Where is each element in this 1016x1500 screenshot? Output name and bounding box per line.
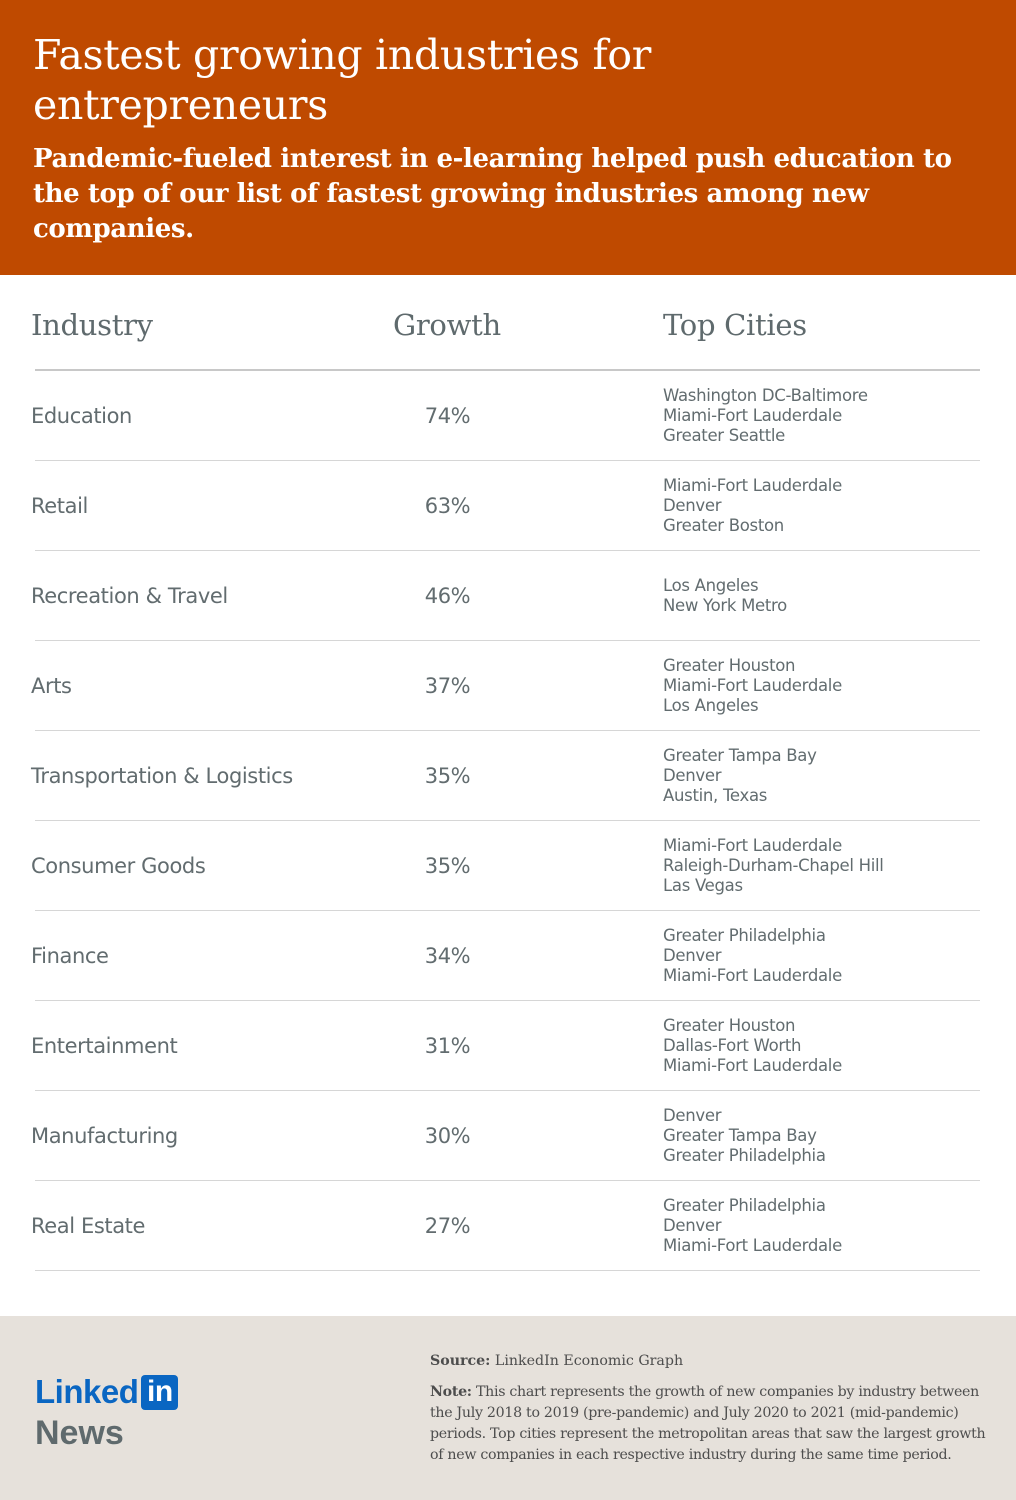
city-name: Miami-Fort Lauderdale [663, 406, 842, 425]
city-name: Austin, Texas [663, 786, 768, 805]
industry-cell: Real Estate [31, 1214, 146, 1238]
table-row [31, 641, 980, 731]
growth-cell: 31% [424, 1034, 471, 1058]
linkedin-news-logo [35, 1372, 178, 1453]
city-name: Miami-Fort Lauderdale [663, 676, 842, 695]
top-cities-cell [663, 461, 983, 551]
city-name: Denver [663, 946, 722, 965]
city-name: Raleigh-Durham-Chapel Hill [663, 856, 884, 875]
header-banner [0, 0, 1016, 275]
city-name: Los Angeles [663, 576, 759, 595]
top-cities-cell [663, 821, 983, 911]
top-cities-cell [663, 1001, 983, 1091]
footer [0, 1316, 1016, 1500]
city-name: Miami-Fort Lauderdale [663, 1236, 842, 1255]
table-row [31, 731, 980, 821]
city-name: Greater Tampa Bay [663, 1126, 817, 1145]
industry-cell: Retail [31, 494, 88, 518]
city-name: Greater Philadelphia [663, 1146, 826, 1165]
industry-cell: Transportation & Logistics [31, 764, 293, 788]
industry-cell: Arts [31, 674, 72, 698]
city-name: Greater Tampa Bay [663, 746, 817, 765]
table-row [31, 1181, 980, 1271]
growth-cell: 74% [424, 404, 471, 428]
table-row [31, 911, 980, 1001]
note-text-block [430, 1382, 996, 1466]
top-cities-cell [663, 641, 983, 731]
industry-cell: Consumer Goods [31, 854, 206, 878]
table-row [31, 551, 980, 641]
city-name: Greater Philadelphia [663, 926, 826, 945]
city-name: Denver [663, 766, 722, 785]
table-row [31, 461, 980, 551]
source-line [430, 1353, 996, 1369]
growth-cell: 30% [424, 1124, 471, 1148]
top-cities-cell [663, 731, 983, 821]
industry-cell: Education [31, 404, 132, 428]
column-header-growth: Growth [393, 308, 501, 342]
growth-cell: 27% [424, 1214, 471, 1238]
city-name: Miami-Fort Lauderdale [663, 1056, 842, 1075]
city-name: Dallas-Fort Worth [663, 1036, 802, 1055]
city-name: Greater Seattle [663, 426, 786, 445]
city-name: Denver [663, 1106, 722, 1125]
city-name: Greater Boston [663, 516, 784, 535]
city-name: Greater Houston [663, 1016, 796, 1035]
city-name: Denver [663, 496, 722, 515]
city-name: Las Vegas [663, 876, 743, 895]
growth-cell: 35% [424, 854, 471, 878]
growth-cell: 37% [424, 674, 471, 698]
city-name: New York Metro [663, 596, 787, 615]
table-row [31, 1001, 980, 1091]
logo-wordmark: Linked [35, 1373, 139, 1410]
top-cities-cell [663, 371, 983, 461]
note-text: This chart represents the growth of new companies by industry between the July 2018 to 2019 (pre-pandemic) and July 2020 to 2021 (mid-pandemic) periods. Top cities represent the metropolitan areas that saw the largest growth of new companies in each respective industry during the same time period. [430, 1384, 986, 1463]
city-name: Miami-Fort Lauderdale [663, 476, 842, 495]
city-name: Los Angeles [663, 696, 759, 715]
page-subtitle: Pandemic-fueled interest in e-learning helped push education to the top of our list of fastest growing industries among new companies. [33, 144, 952, 244]
logo-news-label: News [35, 1414, 124, 1452]
top-cities-cell [663, 1181, 983, 1271]
industry-cell: Finance [31, 944, 109, 968]
source-text: LinkedIn Economic Graph [494, 1353, 684, 1369]
industry-cell: Recreation & Travel [31, 584, 228, 608]
city-name: Miami-Fort Lauderdale [663, 966, 842, 985]
growth-cell: 35% [424, 764, 471, 788]
column-header-industry: Industry [31, 308, 153, 342]
note-label: Note: [430, 1384, 472, 1400]
top-cities-cell [663, 1091, 983, 1181]
city-name: Greater Houston [663, 656, 796, 675]
page-title: Fastest growing industries for entrepreneurs [33, 31, 652, 129]
growth-cell: 34% [424, 944, 471, 968]
table-row [31, 371, 980, 461]
city-name: Washington DC-Baltimore [663, 386, 868, 405]
city-name: Miami-Fort Lauderdale [663, 836, 842, 855]
source-label: Source: [430, 1353, 491, 1369]
industry-cell: Manufacturing [31, 1124, 178, 1148]
city-name: Denver [663, 1216, 722, 1235]
top-cities-cell [663, 551, 983, 641]
linkedin-in-icon: in [141, 1375, 178, 1410]
city-name: Greater Philadelphia [663, 1196, 826, 1215]
growth-cell: 63% [424, 494, 471, 518]
growth-cell: 46% [424, 584, 471, 608]
industry-cell: Entertainment [31, 1034, 178, 1058]
top-cities-cell [663, 911, 983, 1001]
table-row [31, 821, 980, 911]
table-row [31, 1091, 980, 1181]
industry-table [0, 275, 1016, 1315]
column-header-top-cities: Top Cities [663, 308, 807, 342]
